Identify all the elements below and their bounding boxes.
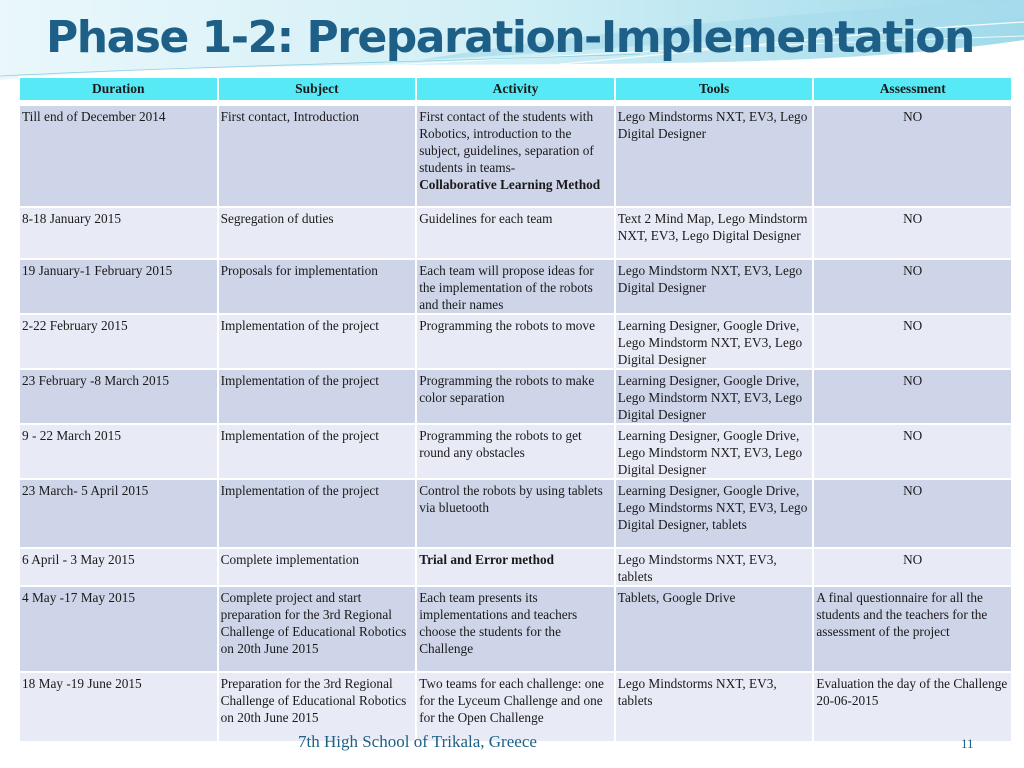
duration-cell: 4 May -17 May 2015: [19, 586, 218, 672]
schedule-table: [18, 76, 1013, 743]
assessment-cell: NO: [813, 424, 1012, 479]
table-row: [19, 586, 1012, 672]
activity-cell: Programming the robots to move: [416, 314, 615, 369]
table-row: [19, 314, 1012, 369]
duration-cell: 9 - 22 March 2015: [19, 424, 218, 479]
duration-cell: 2-22 February 2015: [19, 314, 218, 369]
tools-cell: Learning Designer, Google Drive, Lego Mindstorm NXT, EV3, Lego Digital Designer: [615, 369, 814, 424]
subject-cell: Complete project and start preparation for the 3rd Regional Challenge of Educational Robotics on 20th June 2015: [218, 586, 417, 672]
subject-cell: Implementation of the project: [218, 479, 417, 548]
duration-cell: 8-18 January 2015: [19, 207, 218, 259]
footer-school-name: 7th High School of Trikala, Greece: [298, 732, 537, 751]
assessment-cell: Evaluation the day of the Challenge 20-06-2015: [813, 672, 1012, 742]
activity-cell: [416, 105, 615, 207]
subject-cell: Complete implementation: [218, 548, 417, 586]
tools-cell: Lego Mindstorms NXT, EV3, Lego Digital Designer: [615, 105, 814, 207]
page-title: Phase 1-2: Preparation-Implementation: [46, 12, 974, 63]
subject-cell: Segregation of duties: [218, 207, 417, 259]
duration-cell: 19 January-1 February 2015: [19, 259, 218, 314]
assessment-cell: NO: [813, 369, 1012, 424]
header-tools: Tools: [615, 77, 814, 101]
activity-cell: Each team will propose ideas for the implementation of the robots and their names: [416, 259, 615, 314]
header-duration: Duration: [19, 77, 218, 101]
activity-cell: Programming the robots to get round any obstacles: [416, 424, 615, 479]
activity-cell: [416, 548, 615, 586]
duration-cell: 18 May -19 June 2015: [19, 672, 218, 742]
assessment-cell: NO: [813, 479, 1012, 548]
assessment-cell: NO: [813, 314, 1012, 369]
duration-cell: 23 February -8 March 2015: [19, 369, 218, 424]
assessment-cell: NO: [813, 105, 1012, 207]
tools-cell: Learning Designer, Google Drive, Lego Mindstorm NXT, EV3, Lego Digital Designer: [615, 314, 814, 369]
table-row: [19, 259, 1012, 314]
activity-cell: Each team presents its implementations and teachers choose the students for the Challenge: [416, 586, 615, 672]
table-row: [19, 424, 1012, 479]
assessment-cell: A final questionnaire for all the students and the teachers for the assessment of the project: [813, 586, 1012, 672]
subject-cell: Implementation of the project: [218, 424, 417, 479]
tools-cell: Text 2 Mind Map, Lego Mindstorm NXT, EV3, Lego Digital Designer: [615, 207, 814, 259]
activity-cell: Control the robots by using tablets via bluetooth: [416, 479, 615, 548]
subject-cell: Preparation for the 3rd Regional Challenge of Educational Robotics on 20th June 2015: [218, 672, 417, 742]
assessment-cell: NO: [813, 259, 1012, 314]
subject-cell: Implementation of the project: [218, 369, 417, 424]
tools-cell: Tablets, Google Drive: [615, 586, 814, 672]
subject-cell: Implementation of the project: [218, 314, 417, 369]
tools-cell: Learning Designer, Google Drive, Lego Mindstorms NXT, EV3, Lego Digital Designer, tablets: [615, 479, 814, 548]
assessment-cell: NO: [813, 207, 1012, 259]
page-number: 11: [961, 736, 974, 751]
duration-cell: 23 March- 5 April 2015: [19, 479, 218, 548]
table-row: [19, 105, 1012, 207]
subject-cell: Proposals for implementation: [218, 259, 417, 314]
activity-bold-text: Trial and Error method: [419, 552, 555, 567]
subject-cell: First contact, Introduction: [218, 105, 417, 207]
table-header-row: [19, 77, 1012, 101]
tools-cell: Learning Designer, Google Drive, Lego Mindstorm NXT, EV3, Lego Digital Designer: [615, 424, 814, 479]
duration-cell: Till end of December 2014: [19, 105, 218, 207]
table-row: [19, 207, 1012, 259]
header-assessment: Assessment: [813, 77, 1012, 101]
table-row: [19, 369, 1012, 424]
tools-cell: Lego Mindstorms NXT, EV3, tablets: [615, 548, 814, 586]
activity-cell: Guidelines for each team: [416, 207, 615, 259]
header-subject: Subject: [218, 77, 417, 101]
duration-cell: 6 April - 3 May 2015: [19, 548, 218, 586]
tools-cell: Lego Mindstorms NXT, EV3, tablets: [615, 672, 814, 742]
activity-cell: Programming the robots to make color separation: [416, 369, 615, 424]
activity-bold-text: Collaborative Learning Method: [419, 177, 601, 192]
activity-text: First contact of the students with Robotics, introduction to the subject, guidelines, separation of students in teams-: [419, 109, 594, 175]
activity-cell: Two teams for each challenge: one for the Lyceum Challenge and one for the Open Challenge: [416, 672, 615, 742]
header-activity: Activity: [416, 77, 615, 101]
assessment-cell: NO: [813, 548, 1012, 586]
table-row: [19, 548, 1012, 586]
table-row: [19, 479, 1012, 548]
tools-cell: Lego Mindstorm NXT, EV3, Lego Digital Designer: [615, 259, 814, 314]
